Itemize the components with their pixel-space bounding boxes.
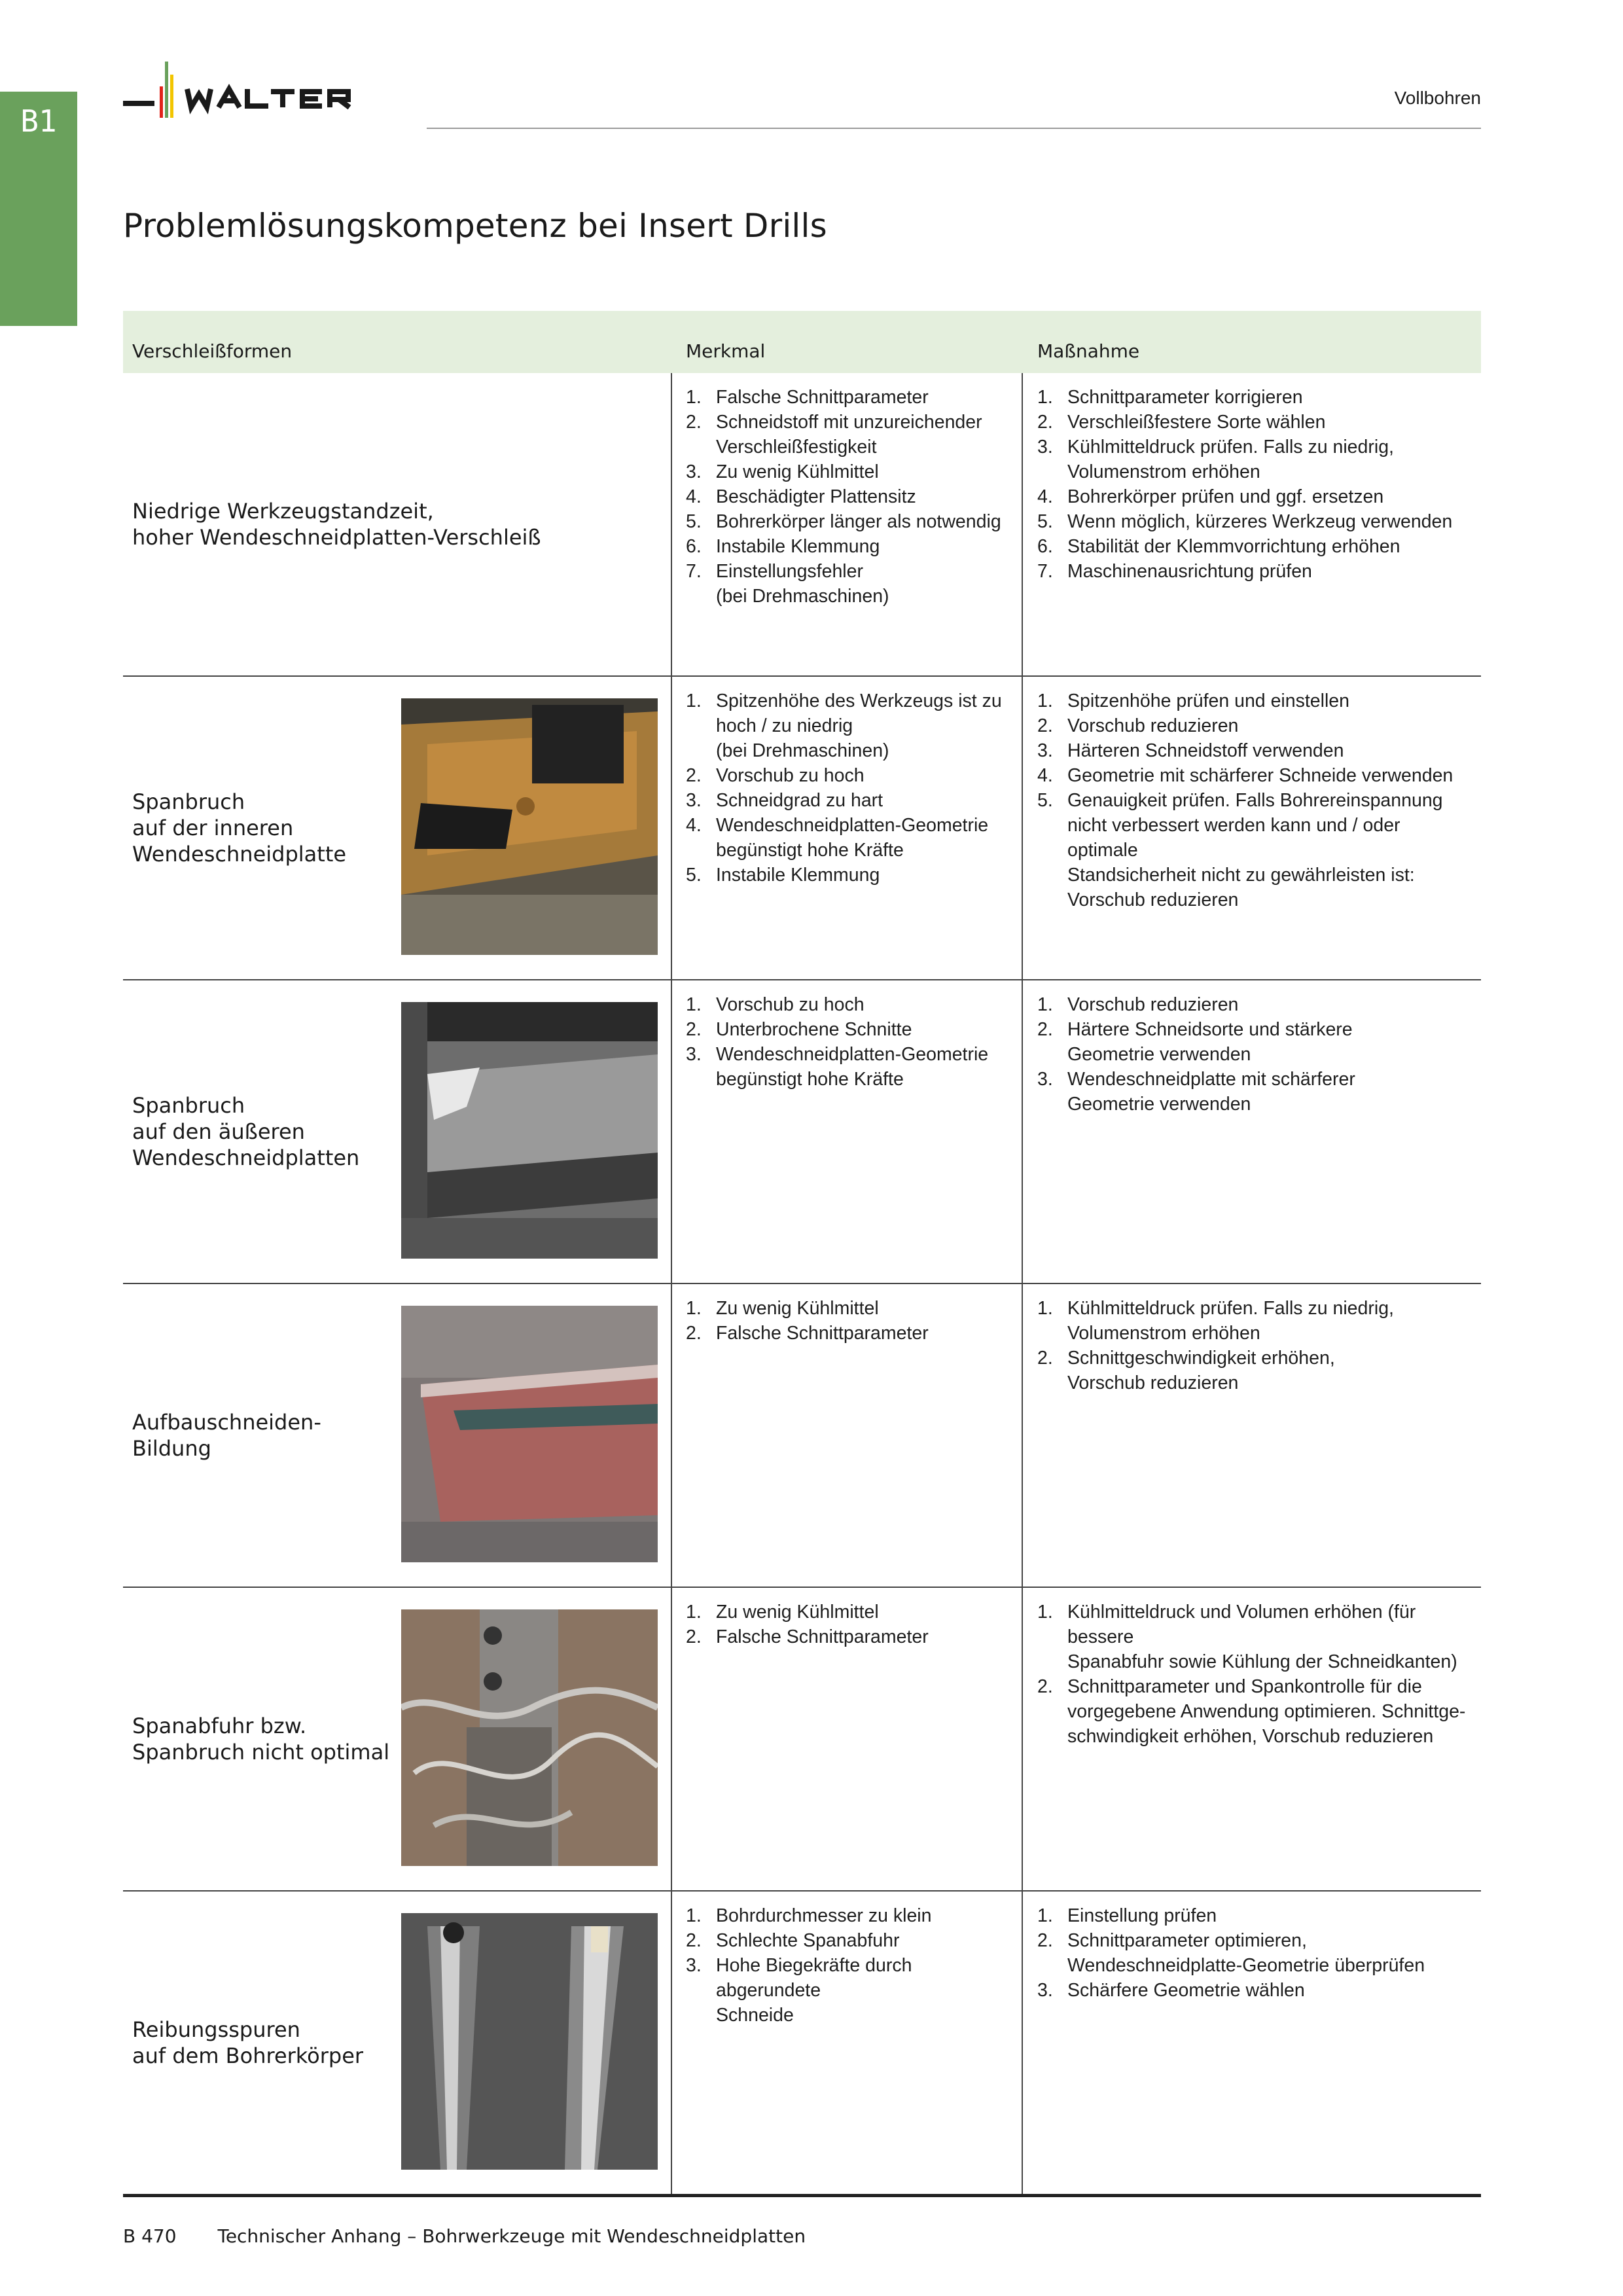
column-divider (1022, 1284, 1023, 1587)
list-number: 5. (1037, 511, 1053, 532)
list-item (686, 1296, 1020, 1321)
list-number: 4. (686, 815, 702, 836)
list-item (1037, 509, 1476, 534)
list-item (686, 534, 1020, 559)
table-row (123, 1588, 1481, 1892)
list-number: 1. (1037, 691, 1053, 711)
list-number: 7. (1037, 561, 1053, 582)
walter-logo-icon (123, 60, 398, 132)
list-text: Vorschub zu hoch (716, 765, 865, 786)
list-text: Bohrerkörper prüfen und ggf. ersetzen (1067, 486, 1384, 507)
list-number: 6. (686, 536, 702, 557)
list-text: Spitzenhöhe prüfen und einstellen (1067, 691, 1349, 711)
list-text: Bohrerkörper länger als notwendig (716, 511, 1001, 532)
list-number: 1. (1037, 1602, 1053, 1623)
list-text: Härtere Schneidsorte und stärkere Geometrie verwenden (1067, 1019, 1353, 1065)
list-item (1037, 689, 1476, 713)
troubleshooting-table (123, 311, 1481, 2197)
list-number: 3. (1037, 437, 1053, 457)
column-divider (671, 1892, 672, 2194)
list-item (686, 1903, 1020, 1928)
remedy-list (1037, 689, 1476, 912)
column-divider (671, 373, 672, 675)
table-row (123, 1892, 1481, 2197)
list-text: Wenn möglich, kürzeres Werkzeug verwenden (1067, 511, 1453, 532)
list-item (686, 385, 1020, 410)
list-item (1037, 1346, 1476, 1395)
header-divider (427, 128, 1481, 129)
list-number: 2. (1037, 715, 1053, 736)
list-item (686, 459, 1020, 484)
list-text: Falsche Schnittparameter (716, 387, 929, 408)
list-text: Vorschub reduzieren (1067, 715, 1239, 736)
list-number: 2. (1037, 1019, 1053, 1040)
list-number: 3. (1037, 1980, 1053, 2001)
list-text: Hohe Biegekräfte durch abgerundete Schneide (716, 1955, 912, 2026)
list-item (1037, 484, 1476, 509)
list-number: 2. (686, 1019, 702, 1040)
list-text: Instabile Klemmung (716, 865, 880, 886)
wear-type-label: Reibungsspuren auf dem Bohrerkörper (132, 2017, 364, 2068)
remedy-list (1037, 385, 1476, 584)
chapter-tab-label: B1 (20, 103, 57, 139)
footer (123, 2225, 806, 2247)
column-divider (671, 1588, 672, 1890)
list-item (686, 1953, 1020, 2028)
list-item (686, 484, 1020, 509)
wear-photo (401, 698, 658, 955)
column-divider (671, 1284, 672, 1587)
list-text: Kühlmitteldruck prüfen. Falls zu niedrig, Volumenstrom erhöhen (1067, 437, 1394, 482)
table-row (123, 1284, 1481, 1588)
list-item (686, 1042, 1020, 1092)
list-text: Zu wenig Kühlmittel (716, 461, 879, 482)
list-number: 6. (1037, 536, 1053, 557)
list-text: Härteren Schneidstoff verwenden (1067, 740, 1344, 761)
list-number: 2. (686, 1930, 702, 1951)
list-text: Zu wenig Kühlmittel (716, 1602, 879, 1623)
list-text: Spitzenhöhe des Werkzeugs ist zu hoch / zu niedrig (bei Drehmaschinen) (716, 691, 1002, 761)
list-item (1037, 1067, 1476, 1117)
list-text: Zu wenig Kühlmittel (716, 1298, 879, 1319)
list-number: 3. (1037, 740, 1053, 761)
list-item (686, 788, 1020, 813)
list-item (1037, 385, 1476, 410)
list-item (686, 689, 1020, 763)
remedy-list (1037, 1296, 1476, 1395)
list-text: Schnittparameter korrigieren (1067, 387, 1303, 408)
list-item (1037, 410, 1476, 435)
list-item (1037, 1296, 1476, 1346)
list-item (1037, 1017, 1476, 1067)
list-item (1037, 763, 1476, 788)
list-number: 2. (1037, 412, 1053, 433)
column-divider (1022, 1892, 1023, 2194)
page-title: Problemlösungskompetenz bei Insert Drills (123, 206, 827, 245)
list-item (1037, 534, 1476, 559)
column-divider (671, 980, 672, 1283)
list-number: 2. (686, 765, 702, 786)
list-text: Schnittgeschwindigkeit erhöhen, Vorschub reduzieren (1067, 1348, 1335, 1393)
column-divider (1022, 677, 1023, 979)
cause-list (686, 1600, 1020, 1649)
list-number: 4. (1037, 486, 1053, 507)
list-item (686, 559, 1020, 609)
walter-logo (123, 60, 398, 132)
list-text: Wendeschneidplatte mit schärferer Geometrie verwenden (1067, 1069, 1355, 1115)
list-number: 5. (686, 865, 702, 886)
list-item (686, 813, 1020, 863)
list-number: 1. (686, 387, 702, 408)
list-number: 5. (1037, 790, 1053, 811)
list-number: 1. (1037, 1905, 1053, 1926)
list-number: 3. (1037, 1069, 1053, 1090)
table-body (123, 373, 1481, 2197)
list-number: 1. (686, 1905, 702, 1926)
list-text: Genauigkeit prüfen. Falls Bohrereinspannung nicht verbessert werden kann und / oder optimale Standsicherheit nicht zu gewährleisten ist: Vorschub reduzieren (1067, 790, 1443, 910)
list-text: Bohrdurchmesser zu klein (716, 1905, 932, 1926)
column-divider (1022, 980, 1023, 1283)
list-number: 2. (1037, 1348, 1053, 1369)
cause-list (686, 1296, 1020, 1346)
table-header (123, 311, 1481, 373)
list-number: 1. (686, 691, 702, 711)
list-item (1037, 1903, 1476, 1928)
list-number: 2. (1037, 1930, 1053, 1951)
wear-type-label: Spanbruch auf der inneren Wendeschneidplatte (132, 789, 347, 867)
wear-photo (401, 1306, 658, 1562)
list-item (686, 1017, 1020, 1042)
header-massnahme: Maßnahme (1037, 340, 1140, 362)
list-number: 5. (686, 511, 702, 532)
list-number: 1. (686, 994, 702, 1015)
column-divider (1022, 1588, 1023, 1890)
footer-text: Technischer Anhang – Bohrwerkzeuge mit Wendeschneidplatten (217, 2225, 806, 2247)
page-number: B 470 (123, 2225, 177, 2247)
table-row (123, 373, 1481, 677)
list-item (686, 763, 1020, 788)
list-text: Kühlmitteldruck und Volumen erhöhen (für bessere Spanabfuhr sowie Kühlung der Schneidkanten) (1067, 1602, 1457, 1672)
list-item (686, 1321, 1020, 1346)
list-text: Instabile Klemmung (716, 536, 880, 557)
list-item (1037, 788, 1476, 912)
list-number: 1. (1037, 994, 1053, 1015)
list-text: Beschädigter Plattensitz (716, 486, 916, 507)
cause-list (686, 1903, 1020, 2028)
list-text: Falsche Schnittparameter (716, 1323, 929, 1344)
header-verschleissformen: Verschleißformen (132, 340, 293, 362)
list-text: Schneidgrad zu hart (716, 790, 883, 811)
column-divider (1022, 373, 1023, 675)
list-number: 2. (686, 412, 702, 433)
list-number: 1. (1037, 387, 1053, 408)
list-item (686, 509, 1020, 534)
list-item (1037, 992, 1476, 1017)
list-item (1037, 1978, 1476, 2003)
list-text: Schneidstoff mit unzureichender Verschleißfestigkeit (716, 412, 982, 457)
list-text: Kühlmitteldruck prüfen. Falls zu niedrig, Volumenstrom erhöhen (1067, 1298, 1394, 1344)
header-merkmal: Merkmal (686, 340, 766, 362)
list-number: 1. (686, 1602, 702, 1623)
list-number: 7. (686, 561, 702, 582)
list-text: Schärfere Geometrie wählen (1067, 1980, 1305, 2001)
cause-list (686, 689, 1020, 888)
list-item (1037, 559, 1476, 584)
list-item (686, 1624, 1020, 1649)
column-divider (671, 677, 672, 979)
list-item (1037, 1600, 1476, 1674)
remedy-list (1037, 992, 1476, 1117)
list-text: Wendeschneidplatten-Geometrie begünstigt hohe Kräfte (716, 815, 989, 861)
list-text: Einstellung prüfen (1067, 1905, 1217, 1926)
list-item (1037, 713, 1476, 738)
list-number: 3. (686, 1955, 702, 1976)
remedy-list (1037, 1903, 1476, 2003)
list-number: 4. (1037, 765, 1053, 786)
list-number: 3. (686, 461, 702, 482)
list-text: Unterbrochene Schnitte (716, 1019, 912, 1040)
list-item (1037, 1674, 1476, 1749)
section-title: Vollbohren (1394, 88, 1481, 108)
cause-list (686, 385, 1020, 609)
wear-photo (401, 1002, 658, 1259)
wear-type-label: Spanabfuhr bzw. Spanbruch nicht optimal (132, 1713, 390, 1765)
list-text: Vorschub reduzieren (1067, 994, 1239, 1015)
list-number: 2. (686, 1323, 702, 1344)
list-item (1037, 1928, 1476, 1978)
list-text: Maschinenausrichtung prüfen (1067, 561, 1312, 582)
list-text: Schnittparameter und Spankontrolle für die vorgegebene Anwendung optimieren. Schnittge- schwindigkeit erhöhen, Vorschub reduzieren (1067, 1676, 1466, 1747)
list-item (1037, 738, 1476, 763)
list-item (686, 1928, 1020, 1953)
list-number: 3. (686, 1044, 702, 1065)
list-text: Vorschub zu hoch (716, 994, 865, 1015)
list-text: Geometrie mit schärferer Schneide verwenden (1067, 765, 1454, 786)
list-text: Wendeschneidplatten-Geometrie begünstigt hohe Kräfte (716, 1044, 989, 1090)
list-number: 1. (686, 1298, 702, 1319)
list-item (686, 410, 1020, 459)
table-row (123, 677, 1481, 980)
list-number: 2. (686, 1626, 702, 1647)
list-text: Falsche Schnittparameter (716, 1626, 929, 1647)
list-item (686, 863, 1020, 888)
list-text: Schlechte Spanabfuhr (716, 1930, 900, 1951)
list-text: Einstellungsfehler (bei Drehmaschinen) (716, 561, 889, 607)
table-row (123, 980, 1481, 1284)
remedy-list (1037, 1600, 1476, 1749)
list-number: 1. (1037, 1298, 1053, 1319)
wear-photo (401, 1913, 658, 2170)
list-item (686, 1600, 1020, 1624)
list-item (686, 992, 1020, 1017)
list-text: Schnittparameter optimieren, Wendeschneidplatte-Geometrie überprüfen (1067, 1930, 1425, 1976)
wear-type-label: Spanbruch auf den äußeren Wendeschneidplatten (132, 1093, 360, 1170)
list-text: Verschleißfestere Sorte wählen (1067, 412, 1326, 433)
wear-type-label: Aufbauschneiden- Bildung (132, 1410, 321, 1461)
cause-list (686, 992, 1020, 1092)
wear-type-label: Niedrige Werkzeugstandzeit, hoher Wendeschneidplatten-Verschleiß (132, 499, 541, 550)
list-text: Stabilität der Klemmvorrichtung erhöhen (1067, 536, 1400, 557)
list-number: 3. (686, 790, 702, 811)
wear-photo (401, 1609, 658, 1866)
list-number: 2. (1037, 1676, 1053, 1697)
list-item (1037, 435, 1476, 484)
list-number: 4. (686, 486, 702, 507)
